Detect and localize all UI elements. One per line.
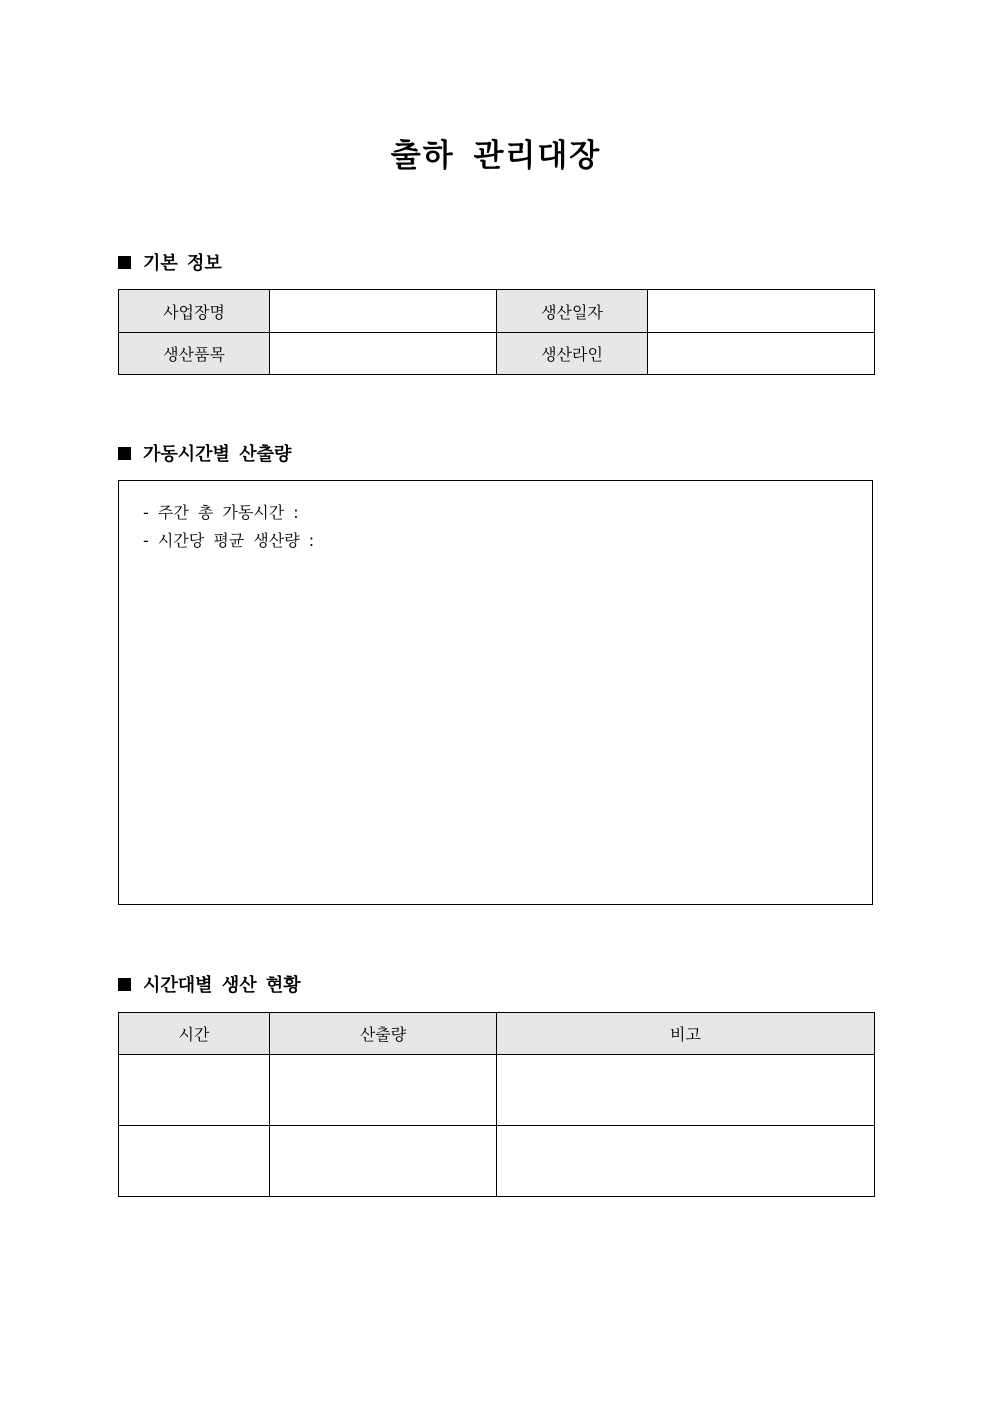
table-row	[119, 1126, 875, 1197]
square-bullet-icon	[118, 978, 131, 991]
table-row	[119, 290, 875, 333]
output-heading	[118, 443, 291, 467]
column-header-remarks: 비고	[497, 1013, 875, 1055]
business-name-label: 사업장명	[119, 290, 270, 333]
production-date-label: 생산일자	[497, 290, 648, 333]
table-row	[119, 333, 875, 375]
basic-info-heading-text: 기본 정보	[143, 253, 222, 274]
column-header-output: 산출량	[270, 1013, 497, 1055]
output-cell[interactable]	[270, 1055, 497, 1126]
weekly-operating-hours-line: - 주간 총 가동시간 :	[143, 503, 299, 522]
remarks-cell[interactable]	[497, 1126, 875, 1197]
hourly-average-output-line: - 시간당 평균 생산량 :	[143, 531, 315, 550]
product-item-field[interactable]	[270, 333, 497, 375]
output-heading-text: 가동시간별 산출량	[143, 444, 292, 465]
page-title: 출하 관리대장	[390, 138, 602, 174]
business-name-field[interactable]	[270, 290, 497, 333]
production-date-field[interactable]	[648, 290, 875, 333]
output-memo-box[interactable]	[118, 480, 873, 905]
basic-info-heading	[118, 252, 222, 276]
production-line-label: 생산라인	[497, 333, 648, 375]
table-header-row	[119, 1013, 875, 1055]
status-heading	[118, 974, 301, 998]
output-cell[interactable]	[270, 1126, 497, 1197]
time-cell[interactable]	[119, 1055, 270, 1126]
time-cell[interactable]	[119, 1126, 270, 1197]
product-item-label: 생산품목	[119, 333, 270, 375]
production-line-field[interactable]	[648, 333, 875, 375]
square-bullet-icon	[118, 256, 131, 269]
status-heading-text: 시간대별 생산 현황	[143, 975, 301, 996]
table-row	[119, 1055, 875, 1126]
column-header-time: 시간	[119, 1013, 270, 1055]
production-status-table	[118, 1012, 875, 1197]
square-bullet-icon	[118, 447, 131, 460]
basic-info-table	[118, 289, 875, 375]
remarks-cell[interactable]	[497, 1055, 875, 1126]
